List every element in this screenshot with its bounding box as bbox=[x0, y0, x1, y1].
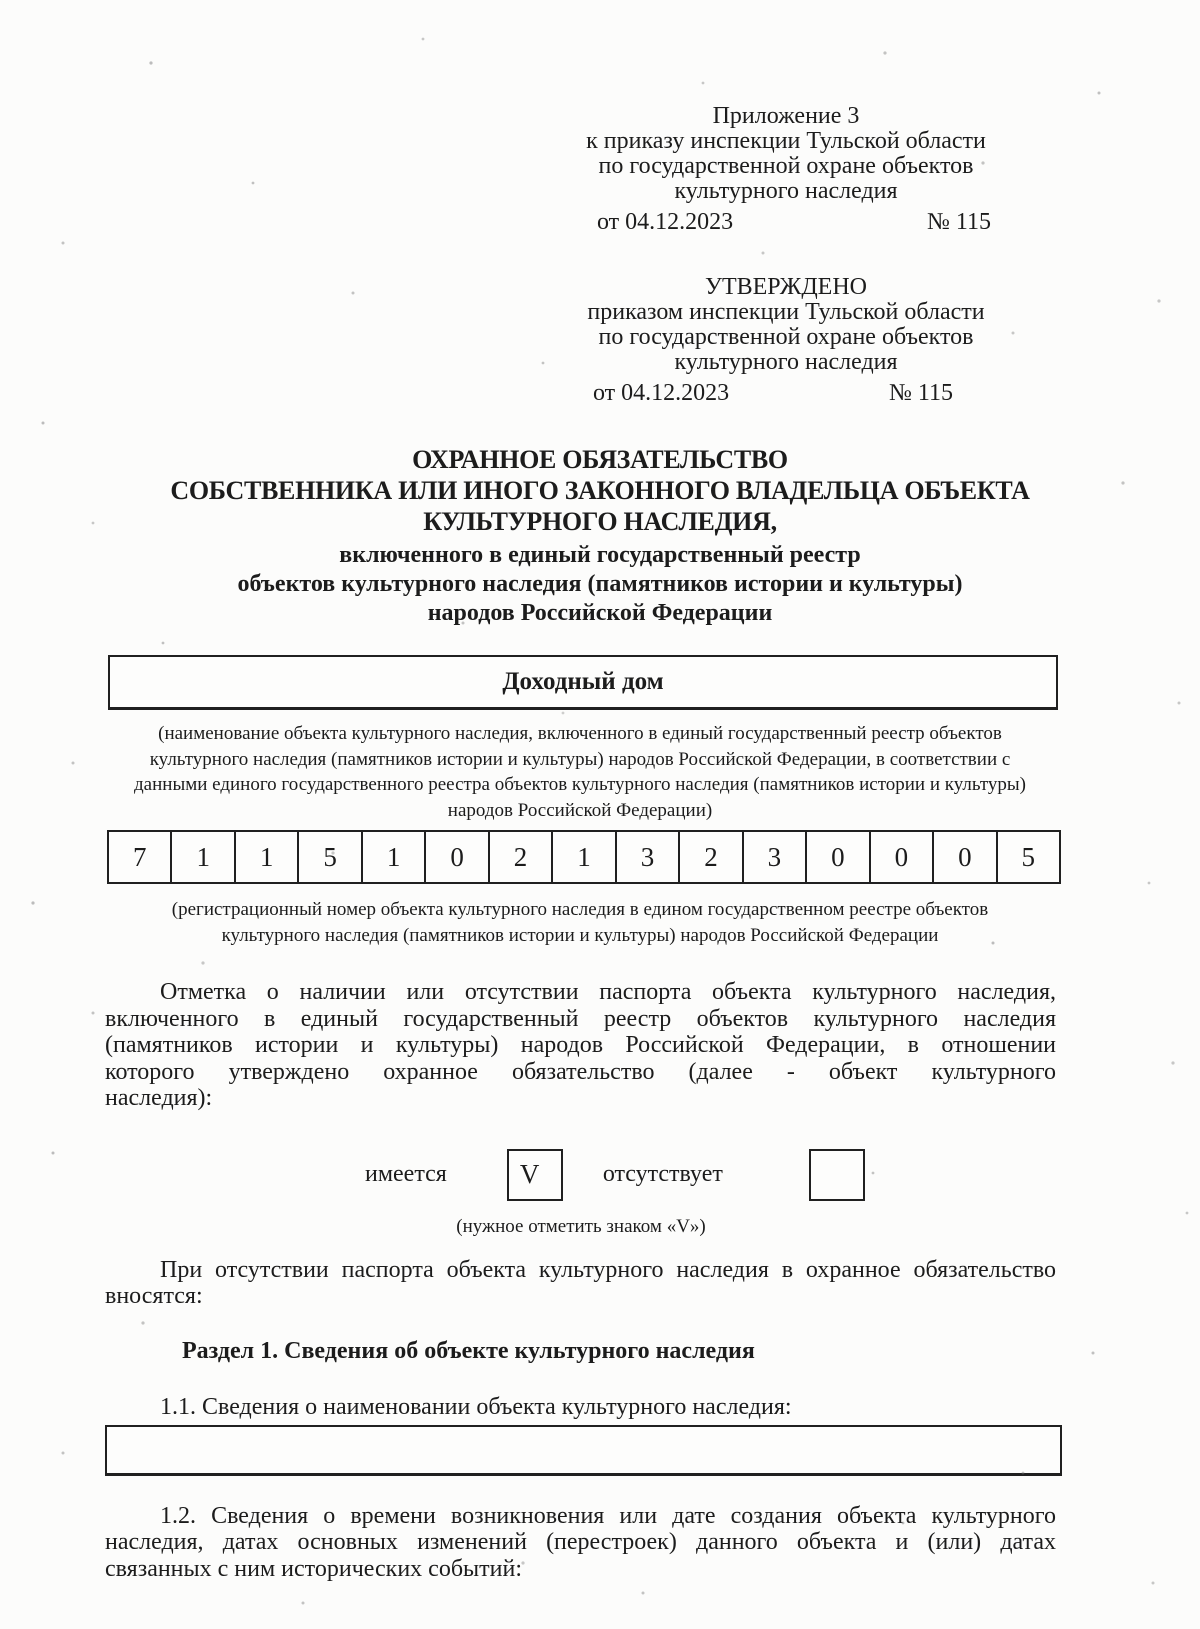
title-line: КУЛЬТУРНОГО НАСЛЕДИЯ, bbox=[423, 507, 777, 536]
digit-cell: 3 bbox=[742, 832, 805, 882]
order-date: от 04.12.2023 bbox=[597, 209, 734, 235]
document-title bbox=[0, 444, 1200, 537]
paragraph-line: Отметка о наличии или отсутствии паспорта объекта культурного наследия, bbox=[160, 979, 1056, 1005]
title-line: СОБСТВЕННИКА ИЛИ ИНОГО ЗАКОННОГО ВЛАДЕЛЬЦА ОБЪЕКТА bbox=[170, 476, 1030, 505]
appendix-block bbox=[555, 0, 1017, 235]
caption-line: данными единого государственного реестра объектов культурного наследия (памятников истории и культуры) bbox=[134, 774, 1026, 795]
digit-cell: 2 bbox=[488, 832, 551, 882]
registration-number-table bbox=[107, 830, 1061, 884]
paragraph-line: 1.2. Сведения о времени возникновения или дате создания объекта культурного bbox=[160, 1502, 1056, 1529]
subtitle-line: народов Российской Федерации bbox=[427, 600, 773, 626]
approved-line: культурного наследия bbox=[674, 349, 898, 375]
item-1-2-paragraph bbox=[105, 1503, 1056, 1583]
paragraph-line: связанных с ним исторических событий: bbox=[105, 1555, 522, 1582]
scan-noise bbox=[0, 0, 2, 2]
item-1-1-label: 1.1. Сведения о наименовании объекта культурного наследия: bbox=[160, 1393, 792, 1420]
subtitle-line: объектов культурного наследия (памятников истории и культуры) bbox=[237, 571, 963, 597]
order-number: № 115 bbox=[888, 380, 953, 406]
digit-cell: 0 bbox=[424, 832, 487, 882]
checkbox-absent[interactable] bbox=[809, 1149, 865, 1201]
approved-line: по государственной охране объектов bbox=[598, 324, 974, 350]
digit-cell: 0 bbox=[869, 832, 932, 882]
digit-cell: 5 bbox=[297, 832, 360, 882]
registration-number-caption bbox=[100, 897, 1060, 948]
appendix-line: к приказу инспекции Тульской области bbox=[586, 128, 986, 154]
object-name-value: Доходный дом bbox=[502, 668, 664, 695]
digit-cell: 2 bbox=[678, 832, 741, 882]
digit-cell: 1 bbox=[361, 832, 424, 882]
digit-cell: 7 bbox=[132, 841, 147, 872]
order-date: от 04.12.2023 bbox=[593, 380, 730, 406]
caption-line: культурного наследия (памятников истории и культуры) народов Российской Федерации bbox=[221, 924, 939, 946]
paragraph-line: При отсутствии паспорта объекта культурного наследия в охранное обязательство bbox=[160, 1256, 1056, 1283]
checkbox-hint: (нужное отметить знаком «V») bbox=[456, 1215, 706, 1237]
approved-block bbox=[555, 275, 1017, 406]
order-number: № 115 bbox=[926, 209, 991, 235]
paragraph-line: наследия, датах основных изменений (перестроек) данного объекта и (или) датах bbox=[105, 1529, 1056, 1555]
digit-cell: 1 bbox=[234, 832, 297, 882]
paragraph-line: наследия): bbox=[105, 1085, 213, 1111]
object-name-caption bbox=[100, 721, 1060, 823]
paragraph-line: вносятся: bbox=[105, 1283, 203, 1309]
approved-title: УТВЕРЖДЕНО bbox=[704, 274, 868, 300]
caption-line: (наименование объекта культурного наследия, включенного в единый государственный реестр объектов bbox=[158, 723, 1002, 744]
digit-cell: 5 bbox=[996, 832, 1059, 882]
digit-cell: 1 bbox=[170, 832, 233, 882]
digit-cell: 0 bbox=[932, 832, 995, 882]
appendix-date-row bbox=[555, 210, 1017, 235]
appendix-line: культурного наследия bbox=[674, 178, 898, 204]
approved-line: приказом инспекции Тульской области bbox=[587, 299, 985, 325]
section-1-heading: Раздел 1. Сведения об объекте культурного наследия bbox=[182, 1337, 755, 1364]
digit-cell: 1 bbox=[551, 832, 614, 882]
caption-line: культурного наследия (памятников истории и культуры) народов Российской Федерации, в соответствии с bbox=[149, 748, 1011, 770]
passport-choice-row bbox=[365, 1148, 1200, 1202]
digit-cell: 0 bbox=[805, 832, 868, 882]
passport-note-paragraph bbox=[105, 979, 1056, 1112]
absent-label: отсутствует bbox=[602, 1161, 723, 1187]
no-passport-paragraph bbox=[105, 1257, 1056, 1310]
digit-cell: 3 bbox=[615, 832, 678, 882]
appendix-line: по государственной охране объектов bbox=[598, 153, 974, 179]
item-1-1-input[interactable] bbox=[105, 1425, 1062, 1476]
present-label: имеется bbox=[365, 1161, 447, 1187]
paragraph-line: (памятников истории и культуры) народов Российской Федерации, в отношении bbox=[105, 1032, 1056, 1058]
document-subtitle bbox=[0, 541, 1200, 628]
paragraph-line: включенного в единый государственный реестр объектов культурного наследия bbox=[105, 1005, 1056, 1032]
caption-line: (регистрационный номер объекта культурного наследия в едином государственном реестре объектов bbox=[171, 899, 989, 920]
title-line: ОХРАННОЕ ОБЯЗАТЕЛЬСТВО bbox=[412, 445, 788, 474]
object-name-field[interactable] bbox=[108, 655, 1058, 710]
subtitle-line: включенного в единый государственный реестр bbox=[339, 542, 861, 568]
checkbox-present[interactable] bbox=[507, 1149, 563, 1201]
approved-date-row bbox=[555, 381, 1017, 406]
paragraph-line: которого утверждено охранное обязательство (далее - объект культурного bbox=[105, 1058, 1056, 1085]
appendix-line: Приложение 3 bbox=[712, 103, 860, 129]
checkmark-v: V bbox=[519, 1159, 540, 1189]
caption-line: народов Российской Федерации) bbox=[447, 799, 713, 821]
